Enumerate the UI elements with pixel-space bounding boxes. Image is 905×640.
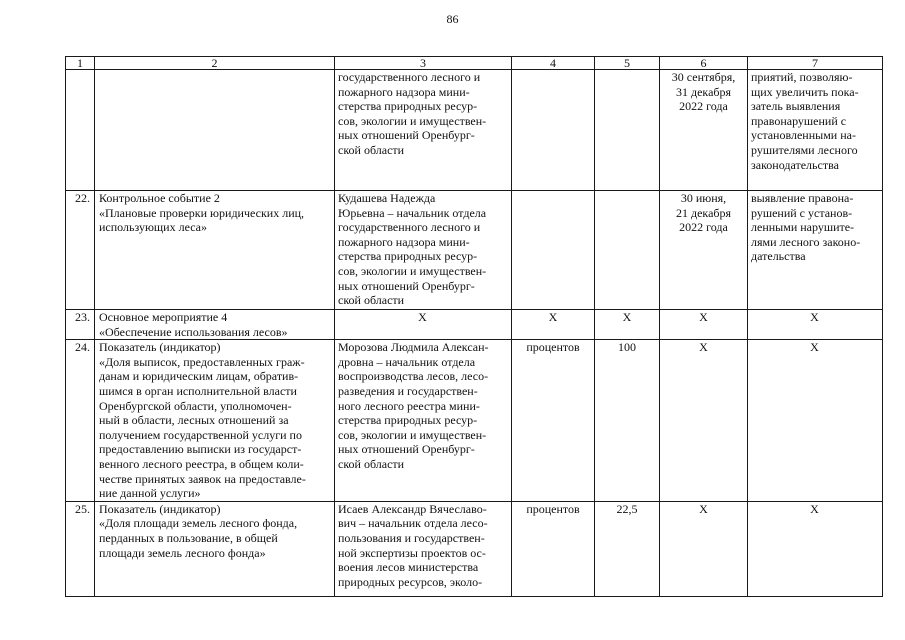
result-line: рушений с установ- <box>751 205 853 220</box>
result-line: затель выявления <box>751 99 841 114</box>
name-line: «Доля выписок, предоставленных граж- <box>99 354 305 369</box>
measures-table <box>65 56 883 597</box>
responsible-line: пожарного надзора мини- <box>338 234 470 249</box>
unit-cell: процентов <box>512 501 595 596</box>
result-line: щих увеличить пока- <box>751 84 859 99</box>
result-line: дательства <box>751 249 806 264</box>
name-line: Показатель (индикатор) <box>99 340 221 355</box>
result-line: правонарушений с <box>751 113 847 128</box>
responsible-line: Х <box>418 310 427 324</box>
page-number: 86 <box>446 12 459 26</box>
row-number-cell: 25. <box>66 501 95 596</box>
column-header: 3 <box>335 57 512 70</box>
result-line: законодательства <box>751 157 839 172</box>
name-line: честве принятых заявок на предоставле- <box>99 471 306 486</box>
name-line: предоставлению выписки из государст- <box>99 442 302 457</box>
value-cell <box>595 191 660 310</box>
responsible-line: вич – начальник отдела лесо- <box>338 516 488 531</box>
column-header: 6 <box>660 57 748 70</box>
responsible-line: ской области <box>338 142 405 157</box>
row-number-cell: 23. <box>66 310 95 340</box>
responsible-line: ной экспертизы проектов ос- <box>338 545 486 560</box>
value-cell: 100 <box>595 340 660 502</box>
responsible-line: пользования и государствен- <box>338 530 485 545</box>
responsible-line: Исаев Александр Вячеславо- <box>338 501 487 516</box>
date-line: 2022 года <box>679 220 728 235</box>
table-row <box>66 191 883 310</box>
name-line: площади земель лесного фонда» <box>99 545 266 560</box>
date-cell <box>660 310 748 340</box>
name-line: венного лесного реестра, в общем коли- <box>99 456 304 471</box>
date-cell <box>660 501 748 596</box>
responsible-cell <box>335 70 512 191</box>
name-line: Оренбургской области, уполномочен- <box>99 398 292 413</box>
date-line: 30 июня, <box>680 191 727 205</box>
value-cell: 22,5 <box>595 501 660 596</box>
date-line: 21 декабря <box>675 205 732 220</box>
result-cell <box>748 340 883 502</box>
result-line: лями лесного законо- <box>751 234 861 249</box>
name-cell <box>95 191 335 310</box>
column-header: 4 <box>512 57 595 70</box>
unit-cell: Х <box>512 310 595 340</box>
column-number-row <box>66 57 883 70</box>
row-number-cell <box>66 70 95 191</box>
responsible-cell <box>335 310 512 340</box>
name-line: использующих леса» <box>99 220 207 235</box>
responsible-line: воспроизводства лесов, лесо- <box>338 369 489 384</box>
table-body <box>66 70 883 597</box>
responsible-line: стерства природных ресур- <box>338 249 478 264</box>
responsible-line: ных отношений Оренбург- <box>338 128 475 143</box>
responsible-line: стерства природных ресур- <box>338 413 478 428</box>
name-line: данам и юридическим лицам, обратив- <box>99 369 299 384</box>
name-line: получением государственной услуги по <box>99 427 302 442</box>
table-row <box>66 501 883 596</box>
name-line: «Обеспечение использования лесов» <box>99 324 288 339</box>
date-line: 30 сентября, <box>671 70 736 84</box>
responsible-line: сов, экологии и имуществен- <box>338 113 487 128</box>
date-line: Х <box>699 340 708 355</box>
result-cell <box>748 70 883 191</box>
responsible-line: ской области <box>338 293 405 308</box>
date-cell <box>660 70 748 191</box>
name-cell <box>95 501 335 596</box>
name-line: перданных в пользование, в общей <box>99 530 278 545</box>
responsible-cell <box>335 340 512 502</box>
responsible-line: ской области <box>338 456 405 471</box>
date-line: 31 декабря <box>675 84 732 99</box>
result-cell <box>748 501 883 596</box>
table-row <box>66 310 883 340</box>
responsible-line: Юрьевна – начальник отдела <box>338 205 487 220</box>
row-number-cell: 22. <box>66 191 95 310</box>
name-cell <box>95 310 335 340</box>
result-line: выявление правона- <box>751 191 854 205</box>
result-cell <box>748 310 883 340</box>
result-line: приятий, позволяю- <box>751 70 853 84</box>
name-line: «Доля площади земель лесного фонда, <box>99 516 298 531</box>
name-cell <box>95 70 335 191</box>
responsible-line: ных отношений Оренбург- <box>338 442 475 457</box>
responsible-line: ного лесного реестра мини- <box>338 398 480 413</box>
unit-cell <box>512 70 595 191</box>
value-cell: Х <box>595 310 660 340</box>
name-line: Основное мероприятие 4 <box>99 310 228 324</box>
unit-cell <box>512 191 595 310</box>
responsible-cell <box>335 191 512 310</box>
name-line: шимся в орган исполнительной власти <box>99 383 297 398</box>
date-line: 2022 года <box>679 99 728 114</box>
date-line: Х <box>699 310 708 324</box>
result-line: ленными нарушите- <box>751 220 855 235</box>
responsible-line: государственного лесного и <box>338 220 481 235</box>
responsible-line: ных отношений Оренбург- <box>338 278 475 293</box>
unit-cell: процентов <box>512 340 595 502</box>
result-line: Х <box>810 340 819 355</box>
name-line: ный в области, лесных отношений за <box>99 413 289 428</box>
name-line: Контрольное событие 2 <box>99 191 220 205</box>
column-header: 2 <box>95 57 335 70</box>
date-cell <box>660 340 748 502</box>
responsible-line: пожарного надзора мини- <box>338 84 470 99</box>
name-cell <box>95 340 335 502</box>
row-number-cell: 24. <box>66 340 95 502</box>
responsible-line: государственного лесного и <box>338 70 481 84</box>
result-line: установленными на- <box>751 128 856 143</box>
column-header: 5 <box>595 57 660 70</box>
name-line: Показатель (индикатор) <box>99 501 221 516</box>
table-row <box>66 340 883 502</box>
responsible-line: воения лесов министерства <box>338 560 479 575</box>
responsible-line: сов, экологии и имуществен- <box>338 427 487 442</box>
column-header: 1 <box>66 57 95 70</box>
value-cell <box>595 70 660 191</box>
responsible-cell <box>335 501 512 596</box>
responsible-line: дровна – начальник отдела <box>338 354 476 369</box>
responsible-line: Кудашева Надежда <box>338 191 436 205</box>
result-cell <box>748 191 883 310</box>
table-row <box>66 70 883 191</box>
responsible-line: сов, экологии и имуществен- <box>338 263 487 278</box>
responsible-line: природных ресурсов, эколо- <box>338 574 483 589</box>
result-line: рушителями лесного <box>751 142 858 157</box>
column-header: 7 <box>748 57 883 70</box>
responsible-line: разведения и государствен- <box>338 383 478 398</box>
responsible-line: Морозова Людмила Алексан- <box>338 340 489 355</box>
responsible-line: стерства природных ресур- <box>338 99 478 114</box>
name-line: «Плановые проверки юридических лиц, <box>99 205 305 220</box>
result-line: Х <box>810 310 819 324</box>
name-line: ние данной услуги» <box>99 486 201 501</box>
date-line: Х <box>699 501 708 516</box>
result-line: Х <box>810 501 819 516</box>
date-cell <box>660 191 748 310</box>
